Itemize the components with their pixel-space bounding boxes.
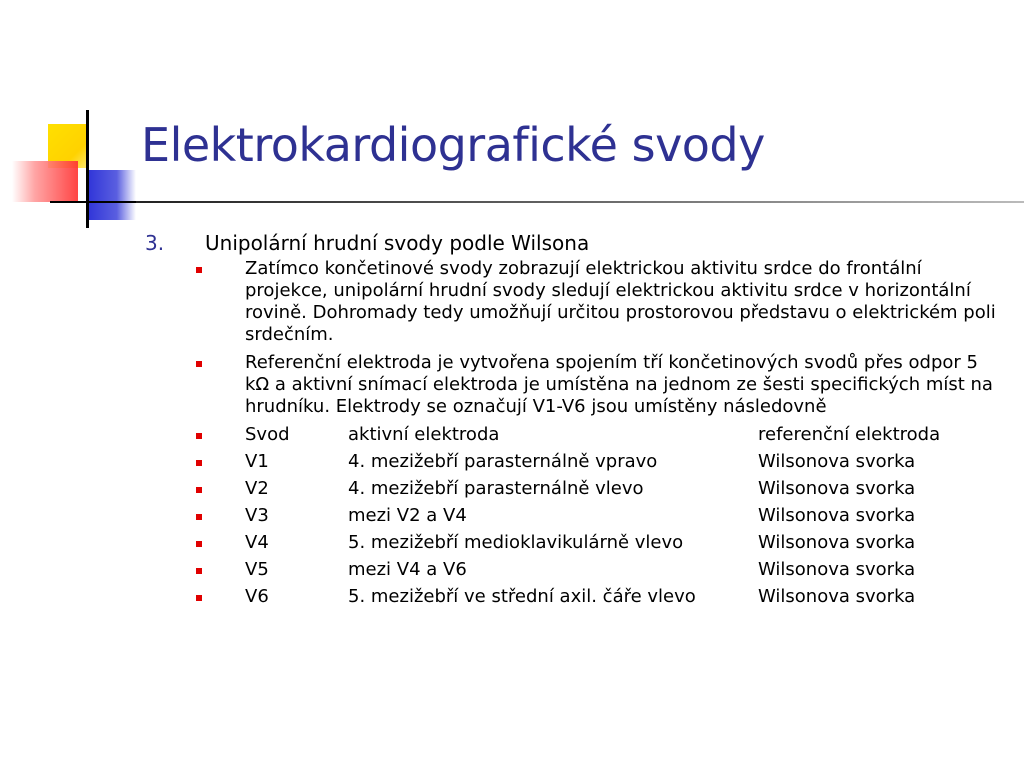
table-row [196, 478, 1006, 499]
slide-title: Elektrokardiografické svody [141, 118, 765, 172]
cell-reference: Wilsonova svorka [758, 586, 916, 607]
vertical-divider-line [86, 110, 89, 228]
cell-svod: V6 [245, 586, 269, 607]
cell-svod: V3 [245, 505, 269, 526]
cell-reference: Wilsonova svorka [758, 532, 916, 553]
list-item [196, 258, 1006, 346]
bullet-square-icon [196, 361, 202, 367]
bullet-square-icon [196, 460, 202, 466]
cell-active: 4. mezižebří parasternálně vlevo [348, 478, 644, 499]
bullet-square-icon [196, 568, 202, 574]
table-row [196, 505, 1006, 526]
cell-svod: V5 [245, 559, 269, 580]
list-item [196, 352, 1006, 418]
red-square [12, 161, 78, 202]
bullet-list [196, 258, 1006, 613]
decorative-logo [0, 0, 140, 240]
table-row [196, 532, 1006, 553]
table-row [196, 451, 1006, 472]
cell-reference: Wilsonova svorka [758, 559, 916, 580]
paragraph-text: Referenční elektroda je vytvořena spojením tří končetinových svodů přes odpor 5 kΩ a aktivní snímací elektroda je umístěna na jednom ze šesti specifických míst na hrudníku. Elektrody se označují V1-V6 jsou umístěny následovně [245, 352, 993, 417]
bullet-square-icon [196, 595, 202, 601]
section-heading-text: Unipolární hrudní svody podle Wilsona [205, 231, 590, 255]
bullet-square-icon [196, 433, 202, 439]
section-number: 3. [145, 231, 165, 255]
table-header-row [196, 424, 1006, 445]
header-active-electrode: aktivní elektroda [348, 424, 500, 445]
table-row [196, 559, 1006, 580]
cell-svod: V4 [245, 532, 269, 553]
cell-active: mezi V2 a V4 [348, 505, 467, 526]
cell-active: 4. mezižebří parasternálně vpravo [348, 451, 658, 472]
header-reference-electrode: referenční elektroda [758, 424, 941, 445]
table-row [196, 586, 1006, 607]
cell-reference: Wilsonova svorka [758, 451, 916, 472]
header-svod: Svod [245, 424, 290, 445]
cell-svod: V2 [245, 478, 269, 499]
bullet-square-icon [196, 514, 202, 520]
cell-reference: Wilsonova svorka [758, 505, 916, 526]
bullet-square-icon [196, 541, 202, 547]
bullet-square-icon [196, 487, 202, 493]
cell-reference: Wilsonova svorka [758, 478, 916, 499]
paragraph-text: Zatímco končetinové svody zobrazují elektrickou aktivitu srdce do frontální projekce, unipolární hrudní svody sledují elektrickou aktivitu srdce v horizontální rovině. Dohromady tedy umožňují určitou prostorovou představu o elektrickém poli srdečním. [245, 258, 996, 345]
cell-active: 5. mezižebří medioklavikulárně vlevo [348, 532, 684, 553]
cell-active: 5. mezižebří ve střední axil. čáře vlevo [348, 586, 696, 607]
cell-active: mezi V4 a V6 [348, 559, 467, 580]
title-underline [136, 201, 1024, 203]
blue-square [88, 170, 136, 220]
cell-svod: V1 [245, 451, 269, 472]
bullet-square-icon [196, 267, 202, 273]
